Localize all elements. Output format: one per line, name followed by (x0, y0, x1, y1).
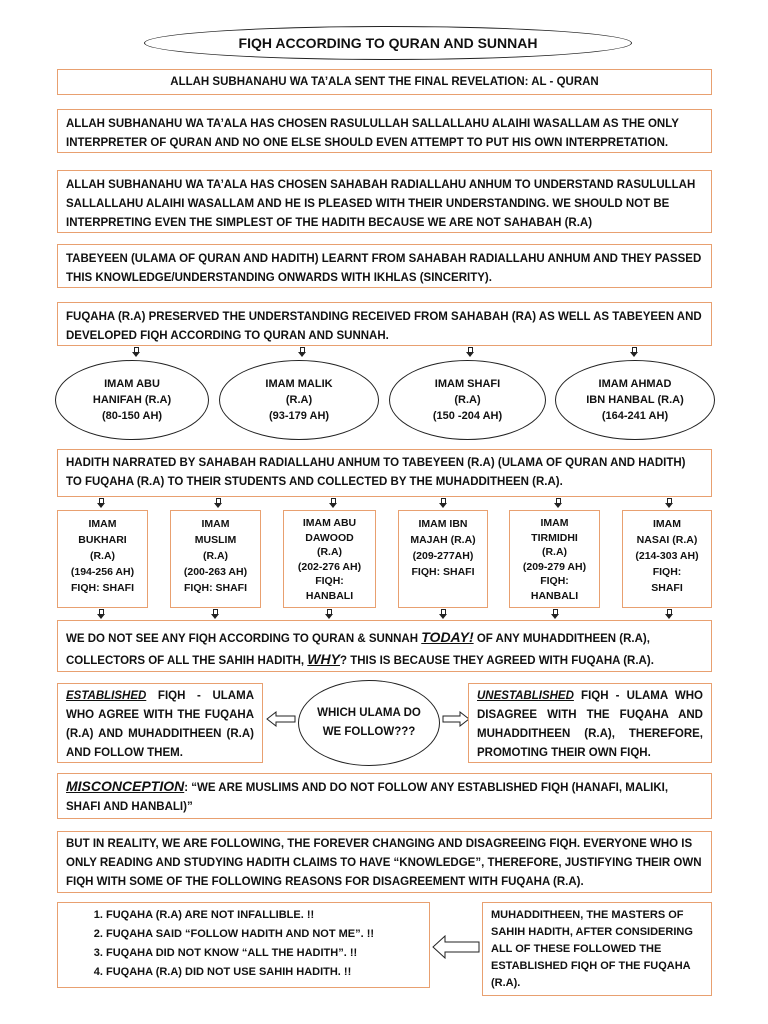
hadith-narration-text: HADITH NARRATED BY SAHABAH RADIALLAHU ANHUM TO TABEYEEN (R.A) (ULAMA OF QURAN AND HADITH) TO FUQAHA (R.A) TO THEIR STUDENTS AND COLLECTED BY THE MUHADDITHEEN (R.A). (66, 457, 686, 488)
imam-ahmad-oval (555, 360, 715, 440)
arrow-down-icon (665, 498, 673, 508)
today-text-1: WE DO NOT SEE ANY FIQH ACCORDING TO QURAN & SUNNAH (66, 633, 422, 645)
reality-text: BUT IN REALITY, WE ARE FOLLOWING, THE FOREVER CHANGING AND DISAGREEING FIQH. EVERYONE WHO IS ONLY READING AND STUDYING HADITH CLAIMS TO HAVE “KNOWLEDGE”, THEREFORE, JUSTIFYING THEIR OWN FIQH WITH SOME OF THE FOLLOWING REASONS FOR DISAGREEMENT WITH FUQAHA (R.A). (66, 838, 702, 888)
why-text-2: ? THIS IS BECAUSE THEY AGREED WITH FUQAHA (R.A). (339, 655, 654, 667)
why-emphasis: WHY (307, 651, 340, 667)
reality-box (57, 831, 712, 893)
oval-line: (R.A) (454, 394, 481, 406)
arrow-down-icon (329, 498, 337, 508)
imam-line: IMAM (88, 518, 117, 530)
fuqaha-text: FUQAHA (R.A) PRESERVED THE UNDERSTANDING RECEIVED FROM SAHABAH (RA) AS WELL AS TABEYEEN AND DEVELOPED FIQH ACCORDING TO QURAN AND SUNNAH. (66, 311, 702, 342)
imam-tirmidhi-box (509, 510, 600, 608)
hadith-narration-box (57, 449, 712, 497)
question-text: WHICH ULAMA DO WE FOLLOW??? (317, 707, 421, 738)
imam-line: SHAFI (651, 582, 683, 594)
revelation-box (57, 69, 712, 95)
arrow-down-icon (97, 498, 105, 508)
imam-shafi-oval (389, 360, 546, 440)
arrow-down-icon (132, 347, 140, 357)
unestablished-text: FIQH - ULAMA WHO DISAGREE WITH THE FUQAHA AND MUHADDITHEEN (R.A), THEREFORE, PROMOTING THEIR OWN FIQH. (477, 690, 703, 759)
arrow-down-icon (211, 609, 219, 619)
today-why-box (57, 620, 712, 672)
today-emphasis: TODAY! (421, 629, 474, 645)
imam-line: HANBALI (305, 589, 354, 602)
oval-line: IMAM MALIK (265, 378, 333, 390)
arrow-down-icon (214, 498, 222, 508)
misconception-box (57, 773, 712, 819)
list-item: 3. FUQAHA DID NOT KNOW “ALL THE HADITH”. !! (106, 944, 423, 963)
sahabah-text: ALLAH SUBHANAHU WA TA’ALA HAS CHOSEN SAHABAH RADIALLAHU ANHUM TO UNDERSTAND RASULULLAH SALLALLAHU ALAIHI WASALLAM AND HE IS PLEASED WITH THEIR UNDERSTANDING. WE SHOULD NOT BE INTERPRETING EVEN THE SIMPLEST OF THE HADITH BECAUSE WE ARE NOT SAHABAH (R.A) (66, 179, 696, 229)
imam-abu-hanifah-oval (55, 360, 209, 440)
imam-line: IMAM (201, 518, 230, 530)
imam-line: TIRMIDHI (531, 531, 578, 544)
imam-line: IMAM IBN (418, 518, 468, 530)
sahabah-box (57, 170, 712, 233)
imam-line: DAWOOD (305, 531, 354, 544)
arrow-down-icon (551, 609, 559, 619)
tabeyeen-text: TABEYEEN (ULAMA OF QURAN AND HADITH) LEARNT FROM SAHABAH RADIALLAHU ANHUM AND THEY PASSED THIS KNOWLEDGE/UNDERSTANDING ONWARDS WITH IKHLAS (SINCERITY). (66, 253, 702, 284)
conclusion-text: MUHADDITHEEN, THE MASTERS OF SAHIH HADITH, AFTER CONSIDERING ALL OF THESE FOLLOWED THE ESTABLISHED FIQH OF THE FUQAHA (R.A). (491, 909, 693, 989)
imam-line: FIQH: SHAFI (184, 582, 247, 594)
arrow-down-icon (325, 609, 333, 619)
misconception-label: MISCONCEPTION (66, 778, 185, 794)
imam-line: (209-279 AH) (522, 560, 587, 573)
oval-line: IBN HANBAL (R.A) (586, 394, 684, 406)
oval-line: (164-241 AH) (601, 410, 669, 422)
established-text: FIQH - ULAMA WHO AGREE WITH THE FUQAHA (R.A) AND MUHADDITHEEN (R.A) AND FOLLOW THEM. (66, 690, 254, 759)
oval-line: (150 -204 AH) (432, 410, 503, 422)
established-box (57, 683, 263, 763)
arrow-left-icon (266, 711, 296, 727)
reasons-list (64, 906, 423, 982)
arrow-down-icon (298, 347, 306, 357)
oval-line: IMAM ABU (104, 378, 160, 390)
oval-line: IMAM AHMAD (598, 378, 672, 390)
imam-line: (209-277AH) (412, 550, 474, 562)
imam-line: HANBALI (530, 589, 579, 602)
arrow-right-icon (442, 711, 470, 727)
page-title: FIQH ACCORDING TO QURAN AND SUNNAH (238, 35, 538, 51)
imam-line: IMAM (540, 517, 569, 529)
fuqaha-box (57, 302, 712, 346)
unestablished-label: UNESTABLISHED (477, 690, 574, 702)
arrow-left-icon (432, 935, 480, 959)
conclusion-box (482, 902, 712, 996)
imam-line: FIQH: (652, 566, 682, 578)
interpreter-text: ALLAH SUBHANAHU WA TA’ALA HAS CHOSEN RASULULLAH SALLALLAHU ALAIHI WASALLAM AS THE ONLY INTERPRETER OF QURAN AND NO ONE ELSE SHOULD EVEN ATTEMPT TO PUT HIS OWN INTERPRETATION. (66, 118, 679, 149)
unestablished-box (468, 683, 712, 763)
list-item: 1. FUQAHA (R.A) ARE NOT INFALLIBLE. !! (106, 906, 423, 925)
interpreter-box (57, 109, 712, 153)
imam-abu-dawood-box (283, 510, 376, 608)
arrow-down-icon (439, 609, 447, 619)
imam-line: (200-263 AH) (183, 566, 248, 578)
imam-ibn-majah-box (398, 510, 488, 608)
established-label: ESTABLISHED (66, 690, 147, 702)
oval-line: (80-150 AH) (101, 410, 163, 422)
oval-line: HANIFAH (R.A) (92, 394, 172, 406)
why-text-1: COLLECTORS OF ALL THE SAHIH HADITH, (66, 655, 308, 667)
tabeyeen-box (57, 244, 712, 288)
imam-line: (R.A) (316, 546, 343, 558)
today-text-2: OF ANY MUHADDITHEEN (R.A), (473, 633, 650, 645)
reasons-box (57, 902, 430, 988)
imam-line: (R.A) (541, 546, 568, 558)
oval-line: IMAM SHAFI (434, 378, 501, 390)
arrow-down-icon (97, 609, 105, 619)
imam-line: FIQH: SHAFI (411, 566, 475, 578)
imam-line: (R.A) (202, 550, 229, 562)
imam-line: IMAM (653, 518, 681, 530)
imam-nasai-box (622, 510, 712, 608)
imam-line: NASAI (R.A) (636, 534, 698, 546)
imam-bukhari-box (57, 510, 148, 608)
imam-line: BUKHARI (78, 534, 127, 546)
oval-line: (93-179 AH) (268, 410, 330, 422)
arrow-down-icon (630, 347, 638, 357)
imam-line: (202-276 AH) (297, 560, 362, 573)
imam-line: (194-256 AH) (70, 566, 135, 578)
imam-line: FIQH: SHAFI (71, 582, 134, 594)
imam-line: (214-303 AH) (635, 550, 699, 562)
imam-line: MUSLIM (194, 534, 237, 546)
list-item: 2. FUQAHA SAID “FOLLOW HADITH AND NOT ME”. !! (106, 925, 423, 944)
imam-muslim-box (170, 510, 261, 608)
arrow-down-icon (554, 498, 562, 508)
imam-line: (R.A) (89, 550, 116, 562)
question-oval (298, 680, 440, 766)
oval-line: (R.A) (285, 394, 313, 406)
arrow-down-icon (466, 347, 474, 357)
imam-line: MAJAH (R.A) (410, 534, 476, 546)
imam-malik-oval (219, 360, 379, 440)
imam-line: FIQH: (540, 575, 569, 587)
imam-line: FIQH: (315, 575, 344, 587)
misconception-text: : “WE ARE MUSLIMS AND DO NOT FOLLOW ANY ESTABLISHED FIQH (HANAFI, MALIKI, SHAFI AND HANBALI)” (66, 782, 669, 813)
arrow-down-icon (439, 498, 447, 508)
arrow-down-icon (665, 609, 673, 619)
revelation-text: ALLAH SUBHANAHU WA TA’ALA SENT THE FINAL REVELATION: AL - QURAN (170, 76, 599, 88)
imam-line: IMAM ABU (302, 517, 357, 529)
list-item: 4. FUQAHA (R.A) DID NOT USE SAHIH HADITH. !! (106, 963, 423, 982)
title-oval (144, 26, 632, 60)
